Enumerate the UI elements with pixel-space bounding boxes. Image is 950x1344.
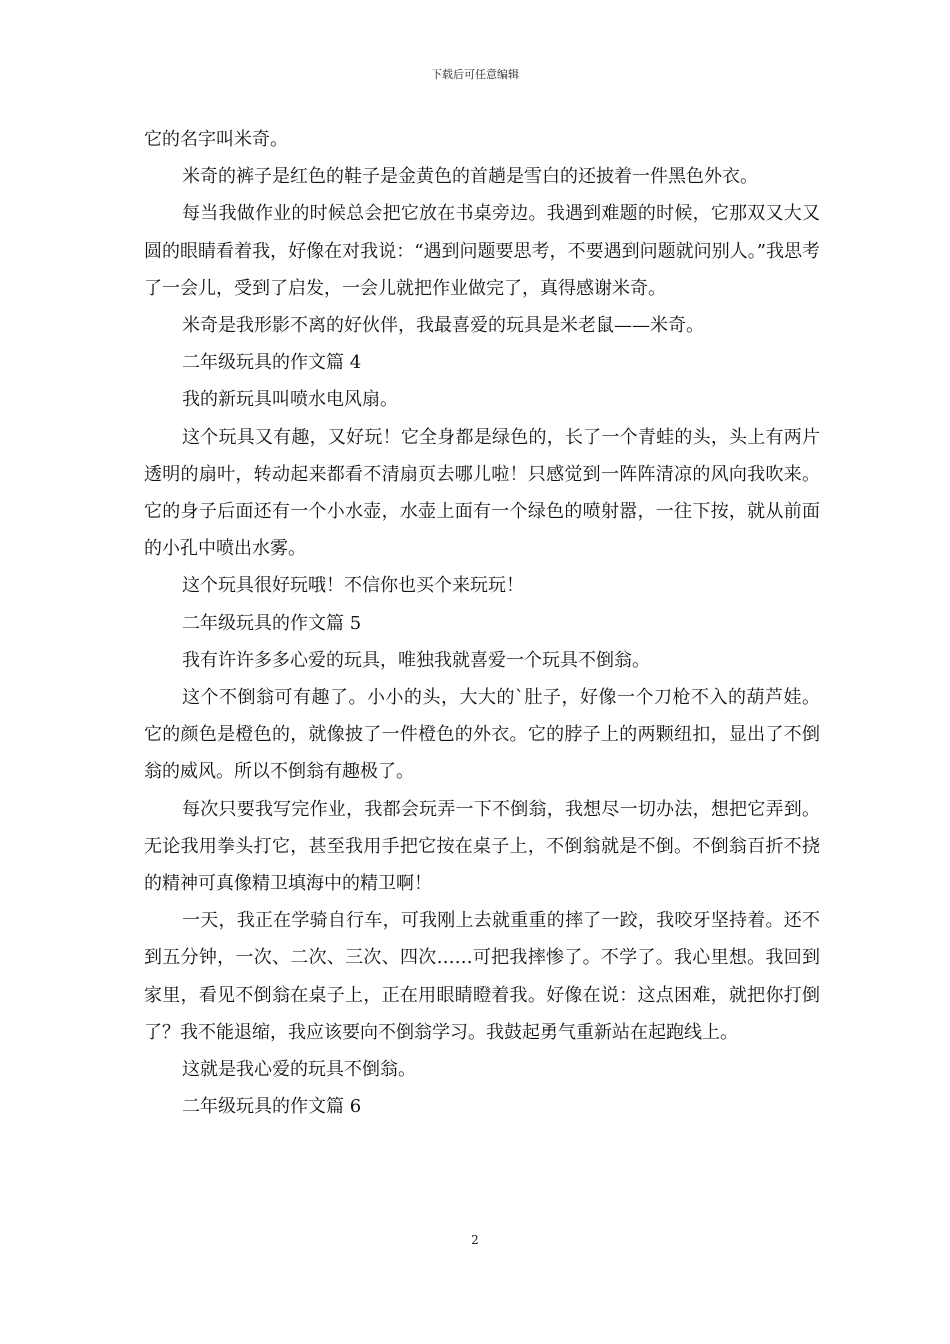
section-heading: 二年级玩具的作文篇 5 <box>182 612 362 634</box>
paragraph: 一天，我正在学骑自行车，可我刚上去就重重的摔了一跤，我咬牙坚持着。还不到五分钟，一次、二次、三次、四次……可把我摔惨了。不学了。我心里想。我回到家里，看见不倒翁在桌子上，正在用眼睛瞪着我。好像在说：这点困难，就把你打倒了？我不能退缩，我应该要向不倒翁学习。我鼓起勇气重新站在起跑线上。 <box>144 910 820 1043</box>
paragraph: 这就是我心爱的玩具不倒翁。 <box>182 1059 416 1081</box>
paragraph: 米奇是我形影不离的好伙伴，我最喜爱的玩具是米老鼠——米奇。 <box>182 315 704 337</box>
paragraph: 这个玩具又有趣，又好玩！它全身都是绿色的，长了一个青蛙的头，头上有两片透明的扇叶，转动起来都看不清扇页去哪儿啦！只感觉到一阵阵清凉的风向我吹来。它的身子后面还有一个小水壶，水壶上面有一个绿色的喷射嚣，一往下按，就从前面的小孔中喷出水雾。 <box>144 426 820 560</box>
paragraph: 每当我做作业的时候总会把它放在书桌旁边。我遇到难题的时候，它那双又大又圆的眼睛看着我，好像在对我说：“遇到问题要思考，不要遇到问题就问别人。”我思考了一会儿，受到了启发，一会儿就把作业做完了，真得感谢米奇。 <box>144 203 820 299</box>
paragraph: 它的名字叫米奇。 <box>144 129 288 150</box>
paragraph: 每次只要我写完作业，我都会玩弄一下不倒翁，我想尽一切办法，想把它弄到。无论我用拳头打它，甚至我用手把它按在桌子上，不倒翁就是不倒。不倒翁百折不挠的精神可真像精卫填海中的精卫啊！ <box>144 798 820 895</box>
paragraph: 这个不倒翁可有趣了。小小的头，大大的`肚子，好像一个刀枪不入的葫芦娃。它的颜色是橙色的，就像披了一件橙色的外衣。它的脖子上的两颗纽扣，显出了不倒翁的威风。所以不倒翁有趣极了。 <box>144 687 820 783</box>
section-heading: 二年级玩具的作文篇 4 <box>182 352 362 374</box>
paragraph: 这个玩具很好玩哦！不信你也买个来玩玩！ <box>182 575 524 597</box>
page-number: 2 <box>471 1233 479 1247</box>
paragraph: 我的新玩具叫喷水电风扇。 <box>182 389 398 411</box>
paragraph: 米奇的裤子是红色的鞋子是金黄色的首趟是雪白的还披着一件黑色外衣。 <box>182 166 758 188</box>
document-body <box>144 121 820 1125</box>
page-header: 下载后可任意编辑 <box>431 68 519 81</box>
paragraph: 我有许许多多心爱的玩具，唯独我就喜爱一个玩具不倒翁。 <box>182 649 650 671</box>
section-heading: 二年级玩具的作文篇 6 <box>182 1096 362 1118</box>
